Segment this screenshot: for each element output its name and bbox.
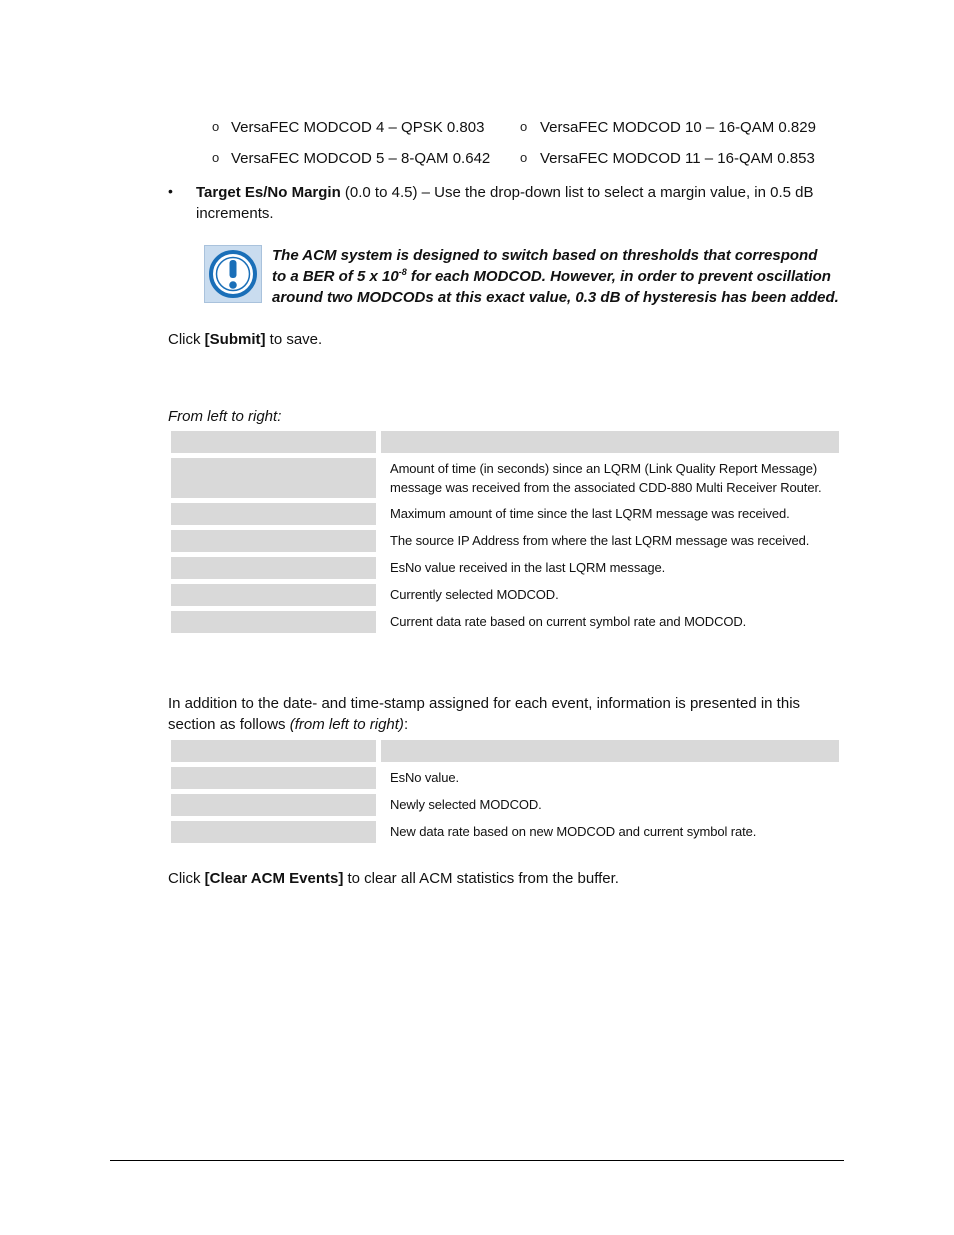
table-row-label [171,584,376,606]
table-row: Currently selected MODCOD. [390,587,559,602]
table-row: Maximum amount of time since the last LQRM message was received. [390,506,790,521]
note-line: The ACM system is designed to switch based on thresholds that correspond [272,247,818,264]
clear-instruction: Click [Clear ACM Events] to clear all ACM statistics from the buffer. [168,870,619,887]
table-row-label [171,794,376,816]
note-text [272,245,847,308]
table-row: New data rate based on new MODCOD and current symbol rate. [390,824,757,839]
table-row-label [171,611,376,633]
table-row: Newly selected MODCOD. [390,797,542,812]
important-note-icon [204,245,262,303]
list-item: VersaFEC MODCOD 4 – QPSK 0.803 [231,119,485,136]
table-row: Current data rate based on current symbol rate and MODCOD. [390,614,747,629]
table-row-label [171,767,376,789]
table-row: Amount of time (in seconds) since an LQRM (Link Quality Report Message) message was received from the associated CDD-880 Multi Receiver Router. [390,461,822,495]
events-intro: In addition to the date- and time-stamp assigned for each event, information is presented in this section as follows (from left to right): [168,695,801,733]
target-margin-label: Target Es/No Margin [196,184,341,201]
note-line: to a BER of 5 x $10^{-8}$ for each MODCOD. However, in order to prevent oscillation [272,267,831,285]
bullet-marker: • [168,183,173,199]
list-marker: o [520,150,528,165]
clear-acm-events-button-ref: [Clear ACM Events] [204,870,344,887]
table-header-cell [171,740,376,762]
table-row-label [171,557,376,579]
table-row: EsNo value. [390,770,459,785]
list-marker: o [520,119,528,134]
list-marker: o [212,150,220,165]
stats-intro: From left to right: [168,408,282,425]
table-row-label [171,458,376,498]
submit-button-ref: [Submit] [204,331,266,348]
table-header-cell [381,740,839,762]
footer-divider [110,1160,844,1161]
list-item: VersaFEC MODCOD 10 – 16-QAM 0.829 [540,119,816,136]
table-row: EsNo value received in the last LQRM message. [390,560,666,575]
table-header-cell [381,431,839,453]
target-margin-text: (0.0 to 4.5) – Use the drop-down list to select a margin value, in 0.5 dB [340,184,814,201]
note-line: around two MODCODs at this exact value, 0.3 dB of hysteresis has been added. [272,289,839,306]
table-row-label [171,530,376,552]
table-row: The source IP Address from where the last LQRM message was received. [390,533,810,548]
list-item: VersaFEC MODCOD 11 – 16-QAM 0.853 [540,150,815,167]
submit-instruction: Click [Submit] to save. [168,331,323,348]
target-margin-line1 [196,182,856,203]
list-item: VersaFEC MODCOD 5 – 8-QAM 0.642 [231,150,491,167]
target-margin-line2: increments. [196,205,274,222]
table-header-cell [171,431,376,453]
table-row-label [171,503,376,525]
list-marker: o [212,119,220,134]
table-row-label [171,821,376,843]
